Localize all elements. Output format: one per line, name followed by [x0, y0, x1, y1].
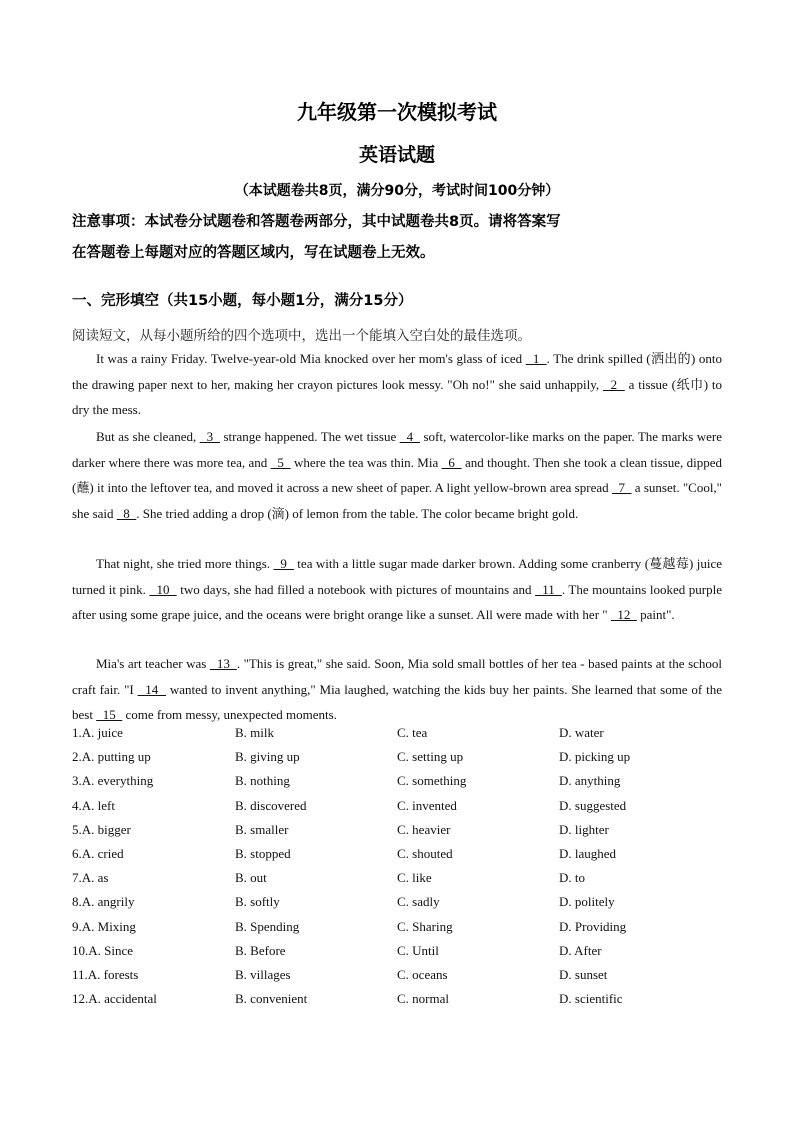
question-row	[72, 822, 722, 846]
question-row	[72, 919, 722, 943]
question-row	[72, 773, 722, 797]
option-b: B. nothing	[235, 773, 290, 789]
option-a: 6.A. cried	[72, 845, 124, 861]
answer-blank: 5	[270, 454, 291, 470]
option-a: 4.A. left	[72, 797, 115, 813]
question-row	[72, 846, 722, 870]
option-a: 11.A. forests	[72, 966, 139, 982]
option-a: 8.A. angrily	[72, 894, 135, 910]
passage-text: . The mountains looked purple after using some grape juice, and the oceans were bright orange like a sunset. All were made with her "	[72, 581, 722, 622]
answer-blank: 7	[611, 480, 632, 495]
passage-text: strange happened. The wet tissue	[220, 429, 400, 444]
option-a: 10.A. Since	[72, 942, 134, 958]
option-d: D. water	[559, 725, 604, 740]
option-a: 3.A. everything	[72, 773, 154, 789]
section-instruction: 阅读短文，从每小题所给的四个选项中，选出一个能填入空白处的最佳选项。	[72, 328, 531, 344]
passage-text: a tissue (纸巾) to dry the mess.	[72, 376, 723, 417]
option-d: D. picking up	[559, 749, 631, 765]
passage-text: tea with a little sugar made darker brown. Adding some cranberry (蔓越莓) juice turned it pink.	[72, 556, 722, 597]
answer-blank: 11	[535, 581, 562, 597]
page-subtitle: 英语试题	[358, 144, 435, 166]
passage-text: soft, watercolor-like marks on the paper. The marks were darker where there was more tea, and	[72, 429, 723, 470]
option-c: C. setting up	[397, 749, 464, 765]
question-row	[72, 725, 722, 749]
option-b: B. milk	[235, 725, 275, 740]
option-d: D. to	[559, 870, 585, 886]
option-a: 9.A. Mixing	[72, 918, 136, 934]
option-b: B. stopped	[235, 845, 291, 861]
option-a: 2.A. putting up	[72, 749, 151, 765]
option-c: C. heavier	[397, 821, 451, 837]
answer-blank: 8	[116, 505, 137, 521]
answer-blank: 12	[610, 607, 637, 622]
question-row	[72, 798, 722, 822]
page-title: 九年级第一次模拟考试	[297, 100, 497, 124]
passage-text: where the tea was thin. Mia	[290, 454, 442, 470]
passage-text: . "This is great," she said. Soon, Mia sold small bottles of her tea - based paints at the school craft fair. "I	[72, 656, 723, 697]
passage-text: wanted to invent anything," Mia laughed, watching the kids buy her paints. She learned that some of the best	[72, 681, 722, 722]
answer-blank: 10	[149, 581, 177, 597]
answer-blank: 6	[441, 454, 462, 470]
answer-blank: 9	[273, 556, 294, 571]
option-b: B. convenient	[235, 991, 308, 1007]
option-d: D. anything	[559, 773, 621, 789]
answer-blank: 1	[525, 351, 547, 366]
passage-paragraph-1	[72, 346, 722, 423]
option-b: B. smaller	[235, 821, 289, 837]
section-title: 一、完形填空（共15小题，每小题1分，满分15分）	[72, 293, 413, 309]
option-c: C. oceans	[397, 966, 448, 982]
question-row	[72, 943, 722, 967]
passage-text: a sunset. "Cool," she said	[72, 480, 722, 521]
option-d: D. laughed	[559, 845, 617, 861]
option-c: C. like	[397, 870, 432, 886]
option-a: 7.A. as	[72, 870, 109, 886]
option-b: B. Before	[235, 942, 286, 958]
options-list	[72, 725, 722, 1015]
option-c: C. something	[397, 773, 467, 789]
option-c: C. Sharing	[397, 918, 453, 934]
answer-blank: 2	[602, 376, 625, 392]
passage-text: Mia's art teacher was	[96, 656, 210, 671]
option-c: C. invented	[397, 797, 457, 813]
option-d: D. Providing	[559, 918, 627, 934]
question-row	[72, 894, 722, 918]
option-b: B. out	[235, 870, 267, 886]
option-d: D. scientific	[559, 991, 623, 1007]
option-b: B. discovered	[235, 797, 307, 813]
passage-text: and thought. Then she took a clean tissue, dipped (蘸) it into the leftover tea, and moved it across a new sheet of paper. A light yellow-brown area spread	[72, 454, 723, 495]
answer-blank: 14	[137, 681, 167, 697]
passage-paragraph-4	[72, 651, 722, 728]
option-d: D. politely	[559, 894, 615, 910]
option-b: B. Spending	[235, 918, 300, 934]
passage-text: That night, she tried more things.	[96, 556, 274, 571]
passage-text: come from messy, unexpected moments.	[122, 707, 337, 722]
option-c: C. sadly	[397, 894, 440, 910]
passage-text: two days, she had filled a notebook with pictures of mountains and	[176, 581, 536, 597]
passage-paragraph-2	[72, 424, 722, 526]
option-a: 1.A. juice	[72, 725, 123, 740]
option-c: C. shouted	[397, 845, 453, 861]
question-row	[72, 870, 722, 894]
option-a: 12.A. accidental	[72, 991, 157, 1007]
exam-info: （本试题卷共8页，满分90分，考试时间100分钟）	[234, 183, 560, 199]
option-c: C. tea	[397, 725, 428, 740]
passage-paragraph-3	[72, 551, 722, 628]
option-b: B. villages	[235, 966, 291, 982]
passage-text: . She tried adding a drop (滴) of lemon from the table. The color became bright gold.	[136, 505, 579, 521]
option-b: B. giving up	[235, 749, 300, 765]
notice-line-2: 在答题卷上每题对应的答题区域内，写在试题卷上无效。	[72, 245, 435, 261]
option-d: D. lighter	[559, 821, 609, 837]
passage-text: paint".	[636, 607, 675, 622]
answer-blank: 15	[96, 707, 123, 722]
option-d: D. After	[559, 942, 602, 958]
option-c: C. normal	[397, 991, 449, 1007]
option-a: 5.A. bigger	[72, 821, 131, 837]
option-b: B. softly	[235, 894, 280, 910]
passage-text: But as she cleaned,	[96, 429, 200, 444]
passage-text: It was a rainy Friday. Twelve-year-old Mia knocked over her mom's glass of iced	[96, 351, 526, 366]
answer-blank: 3	[199, 429, 221, 444]
question-row	[72, 991, 722, 1015]
option-c: C. Until	[397, 942, 439, 958]
question-row	[72, 749, 722, 773]
option-d: D. suggested	[559, 797, 627, 813]
option-d: D. sunset	[559, 966, 608, 982]
passage-text: . The drink spilled (洒出的) onto the drawing paper next to her, making her crayon pictures look messy. "Oh no!" she said unhappily,	[72, 351, 722, 392]
answer-blank: 4	[399, 429, 420, 444]
notice-line-1: 注意事项：本试卷分试题卷和答题卷两部分，其中试题卷共8页。请将答案写	[72, 214, 561, 230]
question-row	[72, 967, 722, 991]
answer-blank: 13	[209, 656, 237, 671]
